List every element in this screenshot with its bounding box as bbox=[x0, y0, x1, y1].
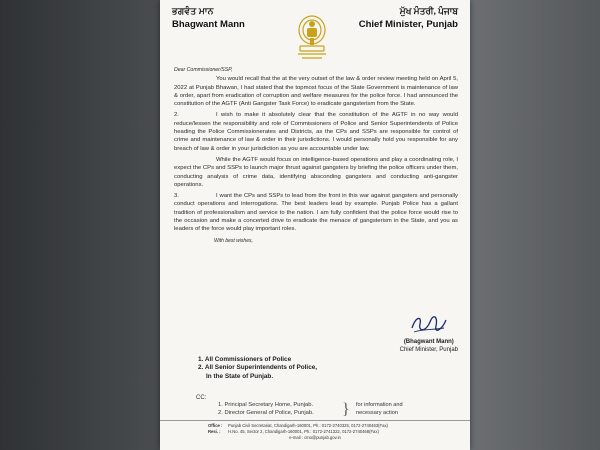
paragraph-1: You would recall that the at the very outset of the law & order review meeting held on April 5, 2022 at Punjab Bhawan, I had stated that the topmost focus of the State Government is maintenance of law & order, apart from eradication of corruption and welfare measures for the police force. I had announced the constitution of the AGTF (Anti Gangster Task Force) to eradicate gangsterism from the State. bbox=[174, 76, 458, 108]
addressee-list bbox=[198, 356, 317, 381]
cc-note bbox=[356, 402, 403, 417]
letter-footer bbox=[160, 420, 470, 441]
addressee-item: 2. All Senior Superintendents of Police, bbox=[198, 364, 318, 372]
signatory-block bbox=[400, 338, 458, 354]
footer-email: e-mail : cmo@punjab.gov.in bbox=[289, 435, 341, 440]
brace-icon: } bbox=[342, 401, 350, 418]
background-left bbox=[0, 0, 160, 450]
cc-item: 1. Principal Secretary Home, Punjab. bbox=[218, 402, 314, 408]
letter-body bbox=[174, 66, 458, 245]
signatory-title: Chief Minister, Punjab bbox=[399, 347, 458, 353]
signature-scribble bbox=[408, 314, 448, 336]
cc-item: 2. Director General of Police, Punjab. bbox=[218, 409, 314, 416]
emblem-seal-icon bbox=[290, 10, 334, 62]
background-right bbox=[470, 0, 600, 450]
addressee-item: 1. All Commissioners of Police bbox=[198, 356, 292, 363]
sender-name-english: Bhagwant Mann bbox=[172, 19, 245, 30]
paragraph-2-text: I wish to make it absolutely clear that the constitution of the AGTF in no way would reduce/lessen the responsibility and role of Commissioners of Police and Senior Superintendents of Police heading the Police Commissionerates and Districts, as the CPs and SSPs are responsible for control of crime and maintenance of law & order in their jurisdictions. I would personally hold you responsible for any breach of law & order in your jurisdiction as you are accountable under law. bbox=[174, 112, 458, 152]
signatory-name: (Bhagwant Mann) bbox=[403, 339, 454, 345]
letter-sheet bbox=[160, 0, 470, 450]
salutation: Dear Commissioner/SSP, bbox=[174, 67, 233, 73]
office-title-english: Chief Minister, Punjab bbox=[358, 19, 458, 30]
sender-name-punjabi: ਭਗਵੰਤ ਮਾਨ bbox=[172, 6, 214, 16]
footer-office-label: Office : bbox=[208, 423, 223, 428]
footer-office-text: Punjab Civil Secretariat, Chandigarh-160001, Ph.: 0172-2740325, 0172-2740463(Fax) bbox=[228, 423, 388, 428]
letterhead-left bbox=[172, 6, 245, 30]
cc-note-line: for information and bbox=[356, 402, 403, 408]
paragraph-2b: While the AGTF would focus on intelligence-based operations and play a coordinating role, I expect the CPs and SSPs to launch major thrust against gangsters by briefing the police officers under them, conducting analysis of crime data, identifying absconding gangsters and conducting anti-gangster operations. bbox=[174, 156, 458, 188]
cc-label: CC: bbox=[196, 395, 207, 401]
closing: With best wishes, bbox=[214, 237, 253, 244]
paragraph-3-text: I want the CPs and SSPs to lead from the front in this war against gangsters and personally conduct operations and interrogations. The best leaders lead by example. Punjab Police has a gallant tradition of professionalism and service to the nation. I am fully confident that the police force would rise to the occasion and make a concerted drive to eradicate the menace of gangsterism in the State, and you as leaders of the force would play important roles. bbox=[174, 193, 458, 233]
footer-resi-label: Resi. : bbox=[208, 429, 221, 434]
cc-list bbox=[218, 402, 314, 417]
cc-note-line: necessary action bbox=[356, 409, 398, 416]
paragraph-2-number: 2. bbox=[174, 112, 179, 119]
footer-resi-text: H.No. 45, Sector 2, Chandigarh-160001, Ph.: 0172-2741322, 0172-2740468(Fax) bbox=[228, 429, 379, 434]
addressee-item: In the State of Punjab. bbox=[206, 372, 274, 380]
paragraph-2 bbox=[174, 111, 458, 152]
office-title-punjabi: ਮੁੱਖ ਮੰਤਰੀ, ਪੰਜਾਬ bbox=[399, 6, 458, 16]
paragraph-3-number: 3. bbox=[174, 193, 179, 200]
letterhead-right bbox=[359, 6, 458, 30]
paragraph-3 bbox=[174, 192, 458, 233]
